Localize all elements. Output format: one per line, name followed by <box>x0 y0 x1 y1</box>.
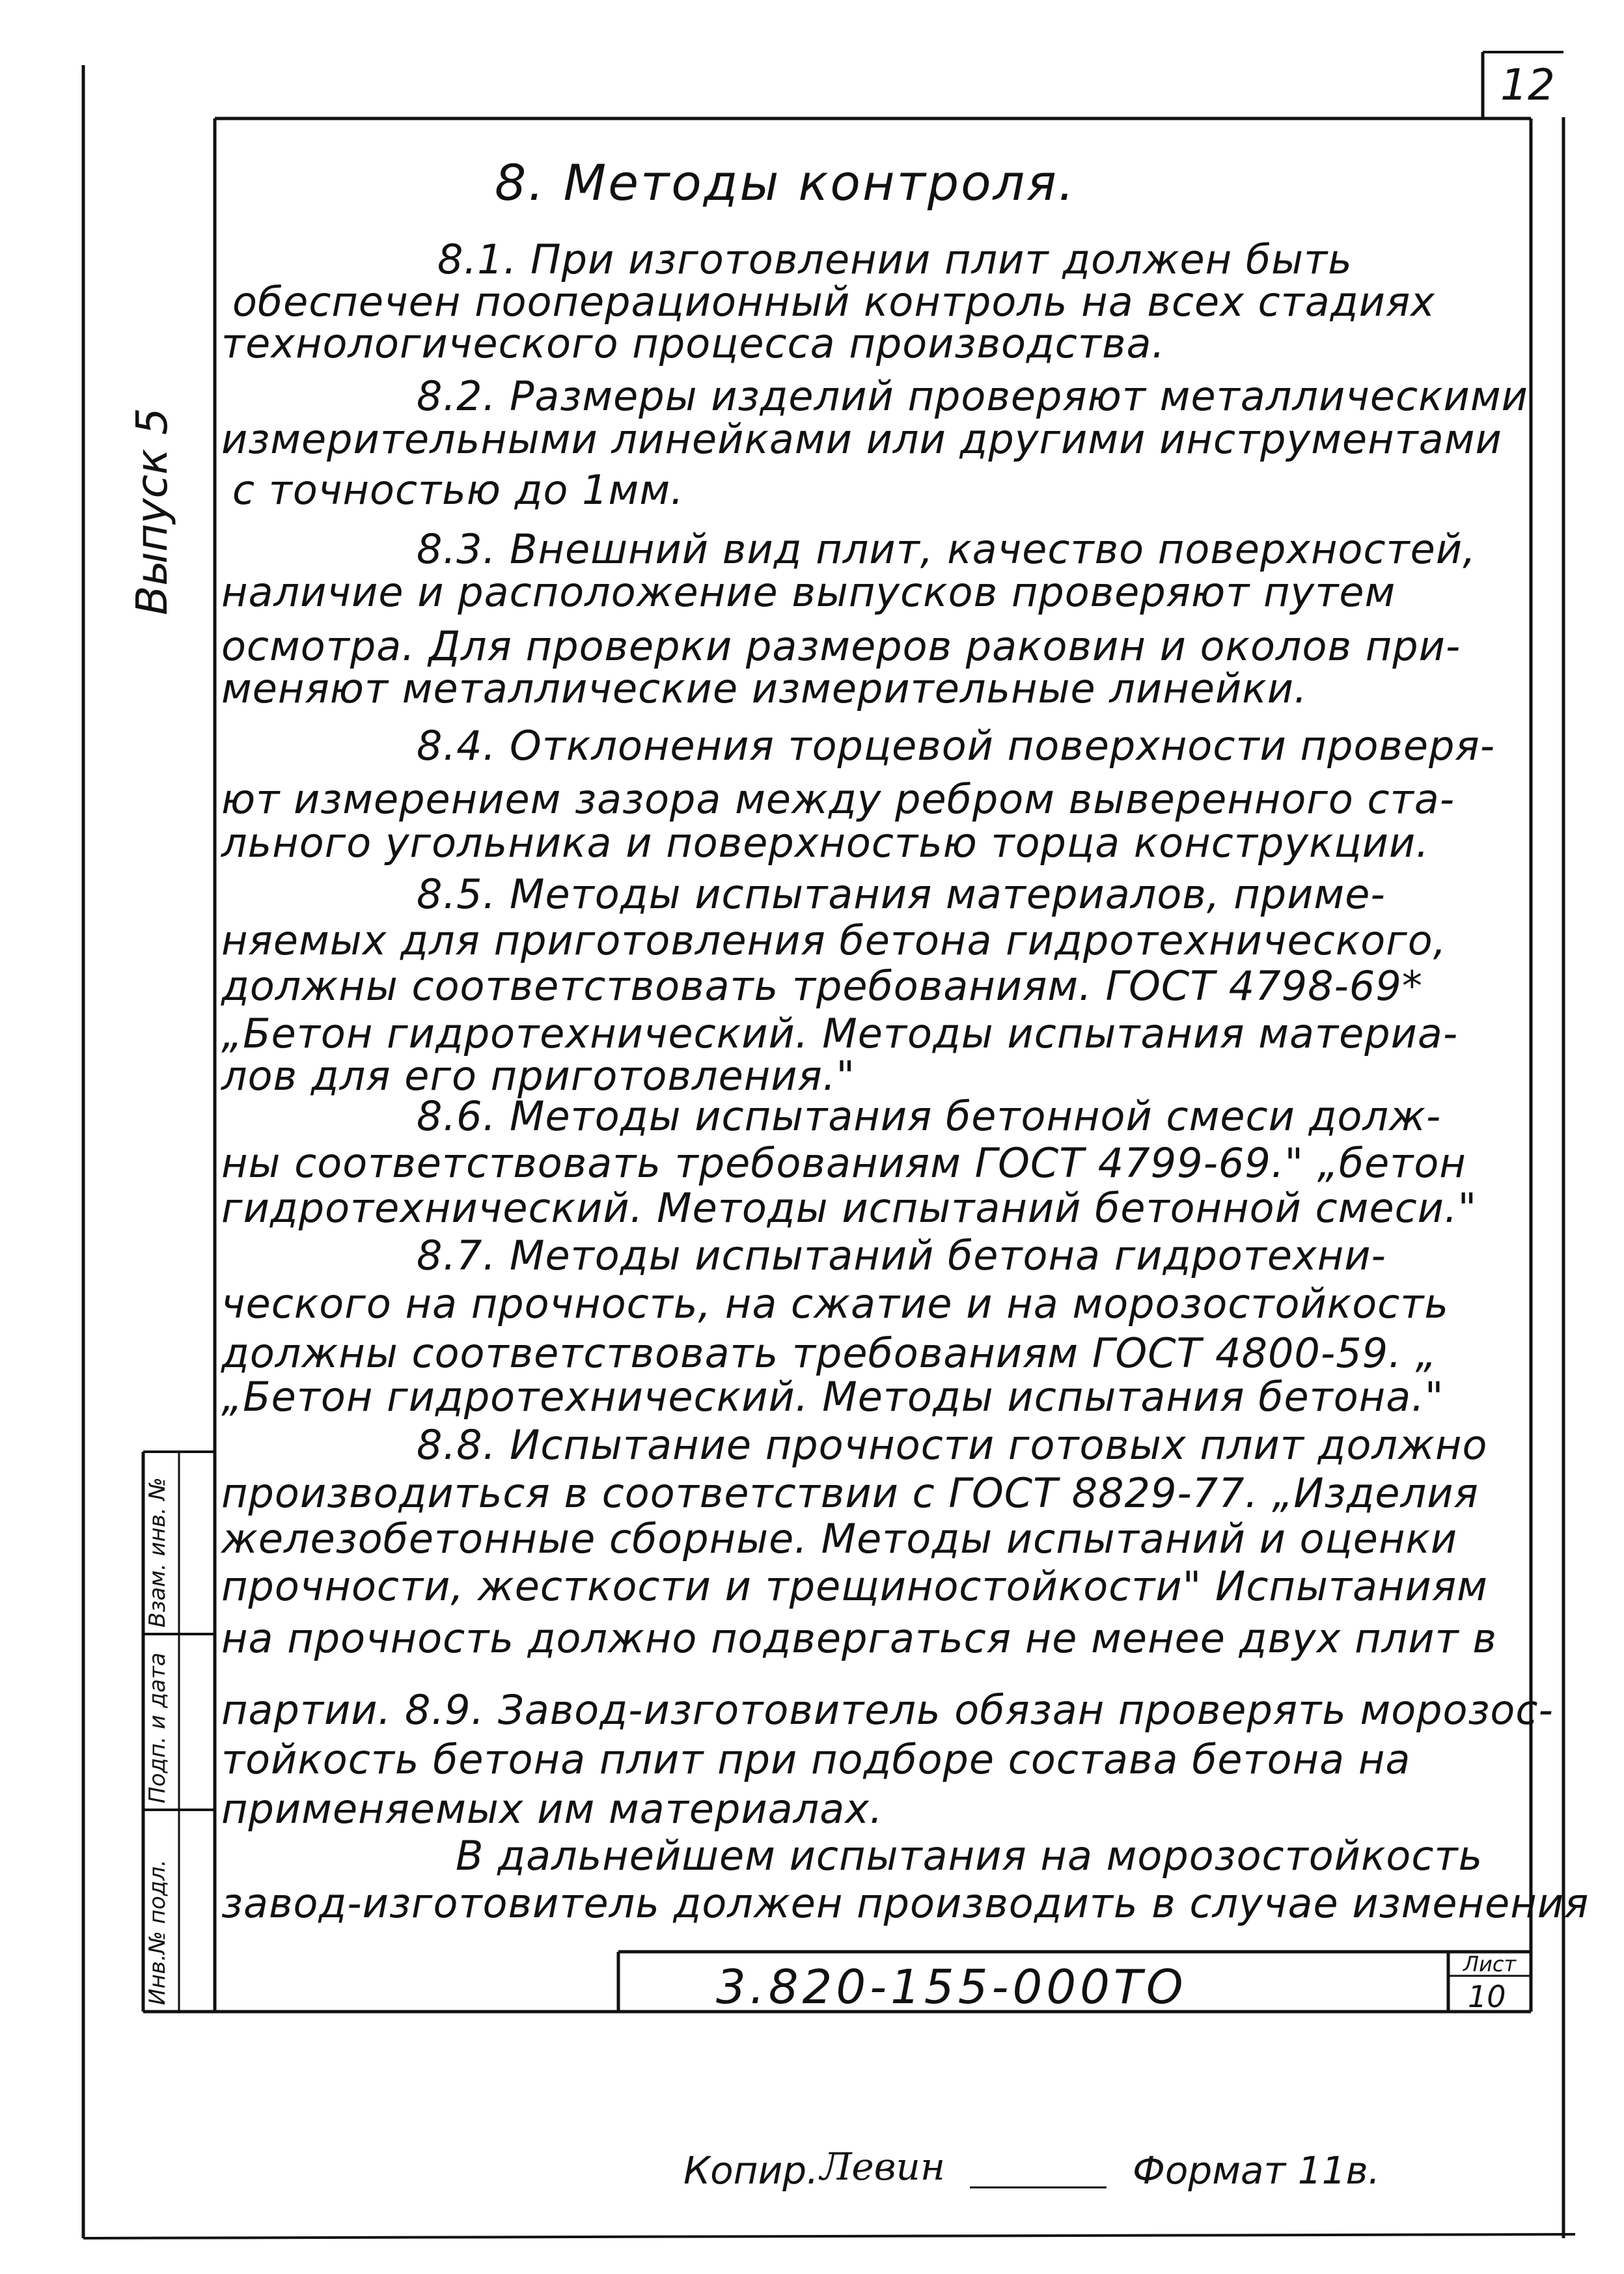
inv-no-original-label: Инв.№ подл. <box>145 1859 171 2005</box>
text-line: партии. 8.9. Завод-изготовитель обязан проверять морозос- <box>221 1686 1554 1734</box>
text-line: 8.6. Методы испытания бетонной смеси долж- <box>417 1092 1442 1140</box>
text-line: наличие и расположение выпусков проверяют путем <box>221 568 1396 616</box>
text-line: льного угольника и поверхностью торца конструкции. <box>221 819 1429 867</box>
copied-signature: Левин <box>820 2144 946 2189</box>
text-line: тойкость бетона плит при подборе состава бетона на <box>221 1736 1411 1783</box>
section-heading: 8. Методы контроля. <box>495 154 1077 212</box>
text-line: 8.3. Внешний вид плит, качество поверхностей, <box>417 525 1476 573</box>
text-line: технологического процесса производства. <box>221 320 1166 367</box>
text-line: меняют металлические измерительные линейки. <box>221 665 1308 712</box>
replacement-inv-label: Взам. инв. № <box>145 1477 171 1628</box>
text-line: В дальнейшем испытания на морозостойкость <box>456 1832 1483 1879</box>
text-line: измерительными линейками или другими инструментами <box>221 415 1502 463</box>
text-line: на прочность должно подвергаться не менее двух плит в <box>221 1615 1497 1662</box>
text-line: „Бетон гидротехнический. Методы испытания материа- <box>221 1010 1459 1057</box>
sheet-number: 10 <box>1468 1979 1506 2014</box>
text-line: гидротехнический. Методы испытаний бетонной смеси." <box>221 1184 1478 1232</box>
text-line: осмотра. Для проверки размеров раковин и околов при- <box>221 622 1461 670</box>
text-line: ны соответствовать требованиям ГОСТ 4799-69." „бетон <box>221 1139 1466 1187</box>
text-line: прочности, жесткости и трещиностойкости" Испытаниям <box>221 1562 1488 1610</box>
issue-label: Выпуск 5 <box>127 408 177 615</box>
text-line: 8.4. Отклонения торцевой поверхности проверя- <box>417 722 1496 770</box>
text-line: 8.1. При изготовлении плит должен быть <box>437 236 1353 283</box>
text-line: производиться в соответствии с ГОСТ 8829-77. „Изделия <box>221 1469 1479 1517</box>
text-line: лов для его приготовления." <box>221 1052 856 1100</box>
text-line: 8.5. Методы испытания материалов, приме- <box>417 870 1386 918</box>
text-line: „Бетон гидротехнический. Методы испытания бетона." <box>221 1373 1444 1421</box>
text-line: 8.2. Размеры изделий проверяют металлическими <box>417 372 1528 420</box>
text-line: завод-изготовитель должен производить в случае изменения <box>221 1879 1590 1927</box>
format-label: Формат 11в. <box>1133 2148 1381 2193</box>
text-line: с точностью до 1мм. <box>232 466 684 514</box>
document-code: 3.820-155-000ТО <box>716 1960 1187 2014</box>
copied-label: Копир. <box>683 2148 819 2193</box>
text-line: 8.8. Испытание прочности готовых плит должно <box>417 1421 1488 1469</box>
sheet-label: Лист <box>1463 1952 1517 1976</box>
text-line: обеспечен пооперационный контроль на всех стадиях <box>232 278 1435 326</box>
text-line: ют измерением зазора между ребром выверенного ста- <box>221 775 1455 823</box>
text-line: няемых для приготовления бетона гидротехнического, <box>221 917 1447 964</box>
signature-date-label: Подп. и дата <box>145 1652 171 1803</box>
text-line: ческого на прочность, на сжатие и на морозостойкость <box>221 1280 1449 1327</box>
text-line: железобетонные сборные. Методы испытаний и оценки <box>221 1515 1458 1562</box>
page-number: 12 <box>1500 60 1555 110</box>
text-line: применяемых им материалах. <box>221 1785 883 1833</box>
text-line: 8.7. Методы испытаний бетона гидротехни- <box>417 1232 1386 1279</box>
text-line: должны соответствовать требованиям. ГОСТ 4798-69* <box>221 962 1423 1010</box>
text-line: должны соответствовать требованиям ГОСТ 4800-59. „ <box>221 1329 1437 1377</box>
